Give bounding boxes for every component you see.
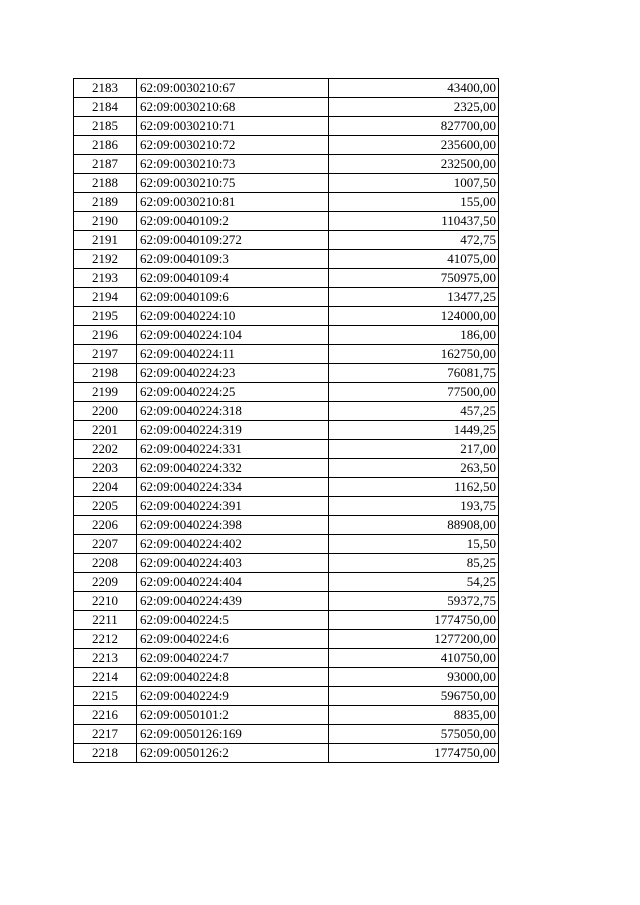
table-row <box>74 117 499 136</box>
cadastral-value-cell: 8835,00 <box>329 706 499 725</box>
cadastral-number-cell: 62:09:0040224:8 <box>137 668 329 687</box>
table-row <box>74 592 499 611</box>
table-row <box>74 345 499 364</box>
row-number-cell: 2205 <box>74 497 137 516</box>
cadastral-value-cell: 235600,00 <box>329 136 499 155</box>
row-number-cell: 2200 <box>74 402 137 421</box>
cadastral-number-cell: 62:09:0040224:404 <box>137 573 329 592</box>
cadastral-value-cell: 263,50 <box>329 459 499 478</box>
row-number-cell: 2196 <box>74 326 137 345</box>
table-row <box>74 668 499 687</box>
row-number-cell: 2206 <box>74 516 137 535</box>
table-row <box>74 136 499 155</box>
row-number-cell: 2184 <box>74 98 137 117</box>
cadastral-number-cell: 62:09:0040109:272 <box>137 231 329 250</box>
cadastral-number-cell: 62:09:0040224:23 <box>137 364 329 383</box>
table-row <box>74 364 499 383</box>
cadastral-value-cell: 54,25 <box>329 573 499 592</box>
cadastral-number-cell: 62:09:0040224:402 <box>137 535 329 554</box>
row-number-cell: 2183 <box>74 79 137 98</box>
table-row <box>74 554 499 573</box>
table-row <box>74 725 499 744</box>
cadastral-value-cell: 77500,00 <box>329 383 499 402</box>
row-number-cell: 2217 <box>74 725 137 744</box>
cadastral-number-cell: 62:09:0030210:72 <box>137 136 329 155</box>
row-number-cell: 2192 <box>74 250 137 269</box>
row-number-cell: 2194 <box>74 288 137 307</box>
row-number-cell: 2199 <box>74 383 137 402</box>
table-row <box>74 687 499 706</box>
cadastral-number-cell: 62:09:0040224:319 <box>137 421 329 440</box>
table-row <box>74 440 499 459</box>
cadastral-number-cell: 62:09:0040224:403 <box>137 554 329 573</box>
cadastral-number-cell: 62:09:0030210:75 <box>137 174 329 193</box>
cadastral-value-cell: 93000,00 <box>329 668 499 687</box>
cadastral-value-cell: 1774750,00 <box>329 611 499 630</box>
cadastral-value-cell: 43400,00 <box>329 79 499 98</box>
cadastral-value-cell: 85,25 <box>329 554 499 573</box>
cadastral-value-cell: 472,75 <box>329 231 499 250</box>
table-row <box>74 706 499 725</box>
table-row <box>74 535 499 554</box>
cadastral-value-cell: 1449,25 <box>329 421 499 440</box>
row-number-cell: 2209 <box>74 573 137 592</box>
cadastral-number-cell: 62:09:0040224:25 <box>137 383 329 402</box>
row-number-cell: 2195 <box>74 307 137 326</box>
cadastral-value-table <box>73 78 499 763</box>
row-number-cell: 2212 <box>74 630 137 649</box>
row-number-cell: 2193 <box>74 269 137 288</box>
table-row <box>74 459 499 478</box>
row-number-cell: 2186 <box>74 136 137 155</box>
row-number-cell: 2211 <box>74 611 137 630</box>
row-number-cell: 2207 <box>74 535 137 554</box>
cadastral-number-cell: 62:09:0040109:4 <box>137 269 329 288</box>
table-row <box>74 269 499 288</box>
row-number-cell: 2202 <box>74 440 137 459</box>
cadastral-number-cell: 62:09:0040224:9 <box>137 687 329 706</box>
cadastral-value-cell: 76081,75 <box>329 364 499 383</box>
cadastral-number-cell: 62:09:0040224:331 <box>137 440 329 459</box>
cadastral-value-cell: 457,25 <box>329 402 499 421</box>
row-number-cell: 2185 <box>74 117 137 136</box>
row-number-cell: 2210 <box>74 592 137 611</box>
cadastral-value-cell: 827700,00 <box>329 117 499 136</box>
row-number-cell: 2188 <box>74 174 137 193</box>
cadastral-number-cell: 62:09:0040109:6 <box>137 288 329 307</box>
cadastral-value-cell: 124000,00 <box>329 307 499 326</box>
cadastral-value-cell: 41075,00 <box>329 250 499 269</box>
table-row <box>74 478 499 497</box>
cadastral-value-cell: 193,75 <box>329 497 499 516</box>
row-number-cell: 2204 <box>74 478 137 497</box>
cadastral-value-cell: 1007,50 <box>329 174 499 193</box>
table-row <box>74 383 499 402</box>
cadastral-number-cell: 62:09:0050126:2 <box>137 744 329 763</box>
cadastral-value-cell: 1277200,00 <box>329 630 499 649</box>
table-row <box>74 649 499 668</box>
cadastral-value-cell: 88908,00 <box>329 516 499 535</box>
cadastral-number-cell: 62:09:0030210:68 <box>137 98 329 117</box>
table-row <box>74 212 499 231</box>
cadastral-number-cell: 62:09:0030210:67 <box>137 79 329 98</box>
cadastral-value-cell: 1162,50 <box>329 478 499 497</box>
cadastral-number-cell: 62:09:0040224:10 <box>137 307 329 326</box>
table-row <box>74 516 499 535</box>
row-number-cell: 2190 <box>74 212 137 231</box>
table-row <box>74 98 499 117</box>
cadastral-number-cell: 62:09:0050101:2 <box>137 706 329 725</box>
cadastral-number-cell: 62:09:0030210:73 <box>137 155 329 174</box>
cadastral-number-cell: 62:09:0030210:71 <box>137 117 329 136</box>
table-row <box>74 573 499 592</box>
table-row <box>74 421 499 440</box>
cadastral-value-cell: 162750,00 <box>329 345 499 364</box>
row-number-cell: 2187 <box>74 155 137 174</box>
cadastral-value-cell: 1774750,00 <box>329 744 499 763</box>
table-row <box>74 231 499 250</box>
cadastral-number-cell: 62:09:0040109:2 <box>137 212 329 231</box>
row-number-cell: 2214 <box>74 668 137 687</box>
cadastral-value-cell: 575050,00 <box>329 725 499 744</box>
cadastral-value-cell: 410750,00 <box>329 649 499 668</box>
row-number-cell: 2198 <box>74 364 137 383</box>
table-row <box>74 326 499 345</box>
cadastral-number-cell: 62:09:0040224:11 <box>137 345 329 364</box>
cadastral-number-cell: 62:09:0040224:334 <box>137 478 329 497</box>
table-row <box>74 402 499 421</box>
row-number-cell: 2215 <box>74 687 137 706</box>
row-number-cell: 2218 <box>74 744 137 763</box>
cadastral-number-cell: 62:09:0040224:6 <box>137 630 329 649</box>
table-row <box>74 193 499 212</box>
cadastral-number-cell: 62:09:0040224:104 <box>137 326 329 345</box>
row-number-cell: 2191 <box>74 231 137 250</box>
cadastral-value-cell: 110437,50 <box>329 212 499 231</box>
row-number-cell: 2213 <box>74 649 137 668</box>
table-row <box>74 630 499 649</box>
row-number-cell: 2201 <box>74 421 137 440</box>
cadastral-value-cell: 155,00 <box>329 193 499 212</box>
cadastral-value-cell: 59372,75 <box>329 592 499 611</box>
table-row <box>74 174 499 193</box>
row-number-cell: 2203 <box>74 459 137 478</box>
cadastral-number-cell: 62:09:0040224:318 <box>137 402 329 421</box>
row-number-cell: 2208 <box>74 554 137 573</box>
cadastral-number-cell: 62:09:0040224:332 <box>137 459 329 478</box>
cadastral-number-cell: 62:09:0030210:81 <box>137 193 329 212</box>
row-number-cell: 2197 <box>74 345 137 364</box>
cadastral-value-cell: 232500,00 <box>329 155 499 174</box>
table-row <box>74 288 499 307</box>
document-page <box>73 78 499 763</box>
cadastral-value-cell: 13477,25 <box>329 288 499 307</box>
table-body <box>74 79 499 763</box>
cadastral-value-cell: 750975,00 <box>329 269 499 288</box>
cadastral-value-cell: 15,50 <box>329 535 499 554</box>
cadastral-value-cell: 186,00 <box>329 326 499 345</box>
table-row <box>74 79 499 98</box>
cadastral-value-cell: 217,00 <box>329 440 499 459</box>
table-row <box>74 611 499 630</box>
table-row <box>74 307 499 326</box>
table-row <box>74 155 499 174</box>
cadastral-value-cell: 596750,00 <box>329 687 499 706</box>
cadastral-number-cell: 62:09:0050126:169 <box>137 725 329 744</box>
table-row <box>74 497 499 516</box>
cadastral-number-cell: 62:09:0040224:398 <box>137 516 329 535</box>
cadastral-number-cell: 62:09:0040109:3 <box>137 250 329 269</box>
table-row <box>74 250 499 269</box>
row-number-cell: 2189 <box>74 193 137 212</box>
table-row <box>74 744 499 763</box>
cadastral-number-cell: 62:09:0040224:439 <box>137 592 329 611</box>
cadastral-number-cell: 62:09:0040224:7 <box>137 649 329 668</box>
cadastral-value-cell: 2325,00 <box>329 98 499 117</box>
cadastral-number-cell: 62:09:0040224:5 <box>137 611 329 630</box>
cadastral-number-cell: 62:09:0040224:391 <box>137 497 329 516</box>
row-number-cell: 2216 <box>74 706 137 725</box>
